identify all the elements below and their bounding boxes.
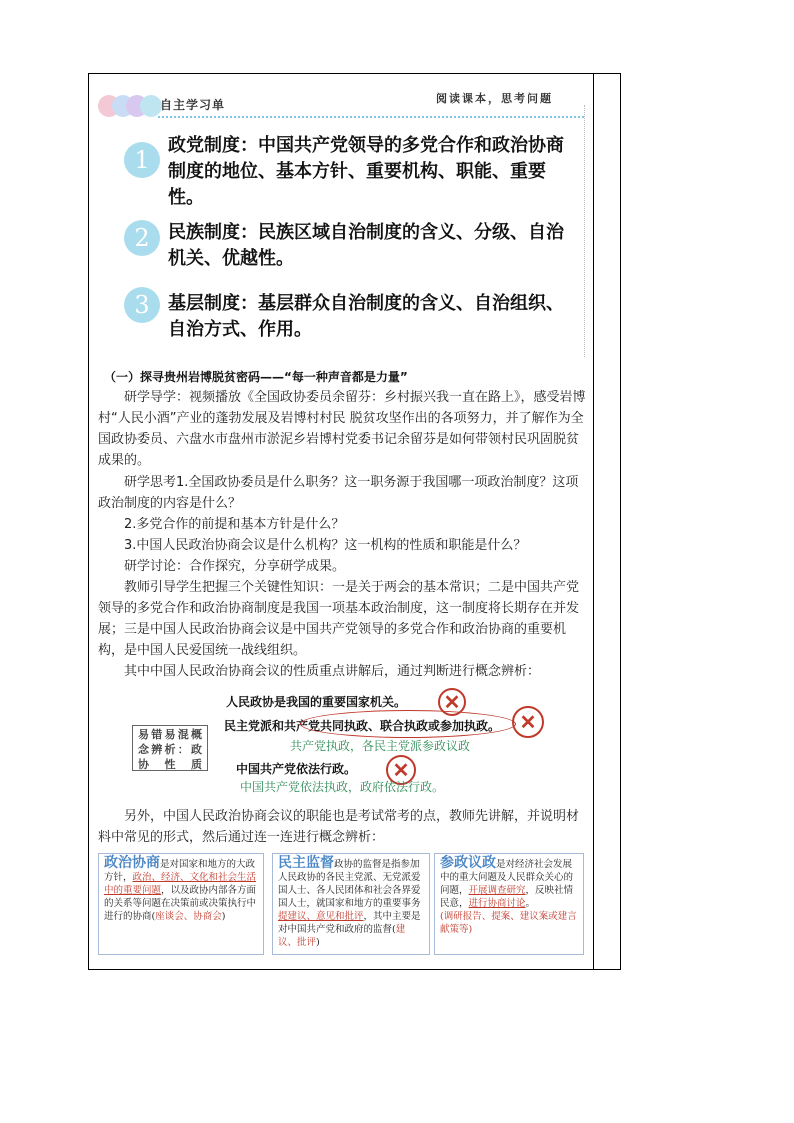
card-democratic-supervision: 民主监督政协的监督是指参加人民政协的各民主党派、无党派爱国人士、各人民团体和社会各界爱国人士，就国家和地方的重要事务提建议、意见和批评，其中主要是对中国共产党和政府的监督(建议、批评) <box>272 853 430 955</box>
card-title: 参政议政 <box>440 855 496 871</box>
paragraph-judgement: 其中中国人民政治协商会议的性质重点讲解后，通过判断进行概念辨析： <box>124 664 541 679</box>
card-title: 民主监督 <box>278 855 334 871</box>
side-divider <box>584 105 585 357</box>
paragraph-discussion: 研学讨论：合作探究，分享研学成果。 <box>124 559 346 574</box>
card-political-consultation: 政治协商是对国家和地方的大政方针，政治、经济、文化和社会生活中的重要问题，以及政协内部各方面的关系等问题在决策前或决策执行中进行的协商(座谈会、协商会) <box>98 853 264 955</box>
paragraph-question-3: 3.中国人民政治协商会议是什么机构？这一机构的性质和职能是什么？ <box>124 538 527 553</box>
point-2: 民族制度：民族区域自治制度的含义、分级、自治机关、优越性。 <box>168 222 564 269</box>
header-right: 阅读课本，思考问题 <box>436 92 553 105</box>
wrong-icon: ✕ <box>438 688 466 716</box>
wrong-icon: ✕ <box>512 706 544 738</box>
point-3: 基层制度：基层群众自治制度的含义、自治组织、自治方式、作用。 <box>168 293 564 340</box>
card-participation: 参政议政是对经济社会发展中的重大问题及人民群众关心的问题，开展调查研究，反映社情民意，进行协商讨论。 (调研报告、提案、建议案或建言献策等) <box>434 853 584 955</box>
paragraph-question-2: 2.多党合作的前提和基本方针是什么？ <box>124 517 345 532</box>
header-label: 自主学习单 <box>160 98 226 112</box>
wrong-icon: ✕ <box>386 755 416 785</box>
number-circle-3: 3 <box>124 287 160 323</box>
paragraph-teacher: 教师引导学生把握三个关键性知识：一是关于两会的基本常识；二是中国共产党领导的多党合作和政治协商制度是我国一项基本政治制度，这一制度将长期存在并发展；三是中国人民政治协商会议是中国共产党领导的多党合作和政治协商的重要机构，是中国人民爱国统一战线组织。 <box>98 580 580 658</box>
paragraph-guide: 研学导学：视频播放《全国政协委员余留芬：乡村振兴我一直在路上》，感受岩博村“人民小酒”产业的蓬勃发展及岩博村村民 脱贫攻坚作出的各项努力，并了解作为全国政协委员、六盘水市盘州市淤泥乡岩博村党委书记余留芬是如何带领村民巩固脱贫成果的。 <box>98 390 586 468</box>
correction-3: 中国共产党依法执政，政府依法行政。 <box>240 780 445 794</box>
paragraph-functions: 另外，中国人民政治协商会议的职能也是考试常考的点，教师先讲解，并说明材料中常见的形式，然后通过连一连进行概念辨析： <box>98 809 580 845</box>
misconception-box: 易错易混概念辨析：政协性质 <box>132 725 208 771</box>
section-title: （一）探寻贵州岩博脱贫密码——“每一种声音都是力量” <box>104 370 408 384</box>
card-title: 政治协商 <box>104 855 160 871</box>
header-decoration <box>98 95 160 117</box>
number-circle-1: 1 <box>124 142 160 178</box>
statement-3: 中国共产党依法行政。 <box>236 762 357 776</box>
correction-2: 共产党执政，各民主党派参政议政 <box>290 739 471 753</box>
paragraph-question-1: 研学思考1.全国政协委员是什么职务？这一职务源于我国哪一项政治制度？这项政治制度的内容是什么？ <box>98 475 579 511</box>
statement-1: 人民政协是我国的重要国家机关。 <box>226 695 407 709</box>
number-circle-2: 2 <box>124 220 160 256</box>
highlight-ellipse <box>300 710 516 738</box>
column-divider <box>593 73 594 970</box>
point-1: 政党制度：中国共产党领导的多党合作和政治协商制度的地位、基本方针、重要机构、职能、重要性。 <box>168 135 564 208</box>
statement-2: 民主党派和共产党共同执政、联合执政或参加执政。 <box>224 719 501 733</box>
header-divider <box>158 116 584 118</box>
